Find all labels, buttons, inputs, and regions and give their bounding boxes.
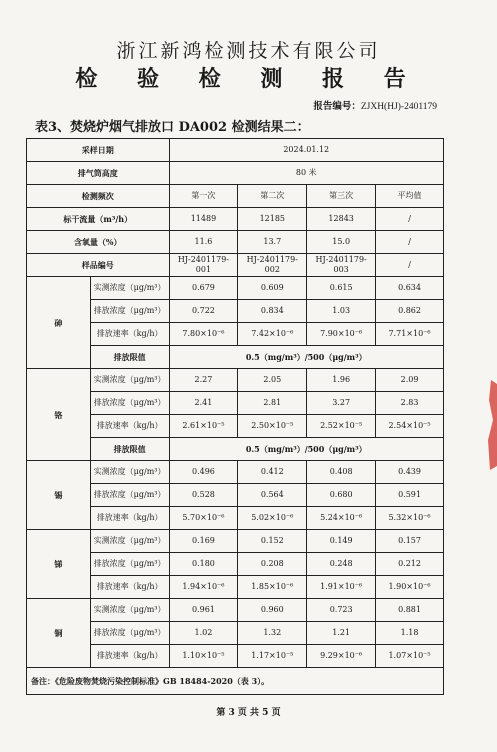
rate-value: 2.52×10⁻⁵ (307, 415, 376, 438)
red-stamp-edge (485, 380, 497, 470)
limit-label: 排放限值 (90, 346, 169, 369)
emission-value: 1.18 (376, 622, 444, 645)
report-number-label: 报告编号： (313, 101, 361, 112)
measured-value: 0.149 (307, 530, 376, 553)
emission-value: 0.564 (238, 484, 307, 507)
table-title: 表3、焚烧炉烟气排放口 DA002 检测结果二： (35, 120, 310, 135)
measured-value: 0.408 (307, 461, 376, 484)
rate-value: 2.50×10⁻⁵ (238, 415, 307, 438)
oxygen-label: 含氧量（%） (27, 231, 170, 254)
emission-value: 2.81 (238, 392, 307, 415)
rate-value: 7.42×10⁻⁶ (238, 323, 307, 346)
results-table (26, 138, 444, 695)
report-title: 检 验 检 测 报 告 (75, 66, 422, 92)
metal-name: 砷 (27, 277, 91, 369)
measured-label: 实测浓度（μg/m³） (90, 599, 169, 622)
rate-label: 排放速率（kg/h） (90, 415, 169, 438)
rate-value: 2.54×10⁻⁵ (376, 415, 444, 438)
emission-value: 0.212 (376, 553, 444, 576)
rate-label: 排放速率（kg/h） (90, 323, 169, 346)
measured-value: 2.05 (238, 369, 307, 392)
report-number (313, 98, 437, 112)
measured-row (27, 461, 444, 484)
metal-name: 锡 (27, 461, 91, 530)
rate-value: 7.90×10⁻⁶ (307, 323, 376, 346)
measured-value: 0.609 (238, 277, 307, 300)
emission-value: 0.591 (376, 484, 444, 507)
rate-label: 排放速率（kg/h） (90, 645, 169, 668)
oxygen-value: / (376, 231, 444, 254)
limit-value: 0.5（mg/m³）/500（μg/m³） (169, 438, 444, 461)
run-header: 第二次 (238, 185, 307, 208)
emission-value: 0.680 (307, 484, 376, 507)
measured-row (27, 530, 444, 553)
rate-value: 1.91×10⁻⁶ (307, 576, 376, 599)
stamp-mark (488, 380, 497, 470)
emission-value: 0.180 (169, 553, 238, 576)
measured-label: 实测浓度（μg/m³） (90, 369, 169, 392)
sample-date-row (27, 139, 444, 162)
emission-label: 排放浓度（μg/m³） (90, 392, 169, 415)
rate-value: 9.29×10⁻⁶ (307, 645, 376, 668)
sample-date-value: 2024.01.12 (169, 139, 444, 162)
sample-no-value: / (376, 254, 444, 277)
rate-value: 5.02×10⁻⁶ (238, 507, 307, 530)
stack-height-row (27, 162, 444, 185)
sample-no-row (27, 254, 444, 277)
measured-value: 0.634 (376, 277, 444, 300)
rate-value: 5.70×10⁻⁶ (169, 507, 238, 530)
measured-value: 0.960 (238, 599, 307, 622)
measured-value: 0.169 (169, 530, 238, 553)
sample-no-value: HJ-2401179-002 (238, 254, 307, 277)
measured-value: 2.27 (169, 369, 238, 392)
rate-label: 排放速率（kg/h） (90, 576, 169, 599)
emission-value: 3.27 (307, 392, 376, 415)
measured-value: 0.723 (307, 599, 376, 622)
measured-value: 0.439 (376, 461, 444, 484)
emission-value: 0.208 (238, 553, 307, 576)
measured-value: 0.961 (169, 599, 238, 622)
emission-value: 1.32 (238, 622, 307, 645)
metal-name: 铬 (27, 369, 91, 461)
rate-value: 7.71×10⁻⁶ (376, 323, 444, 346)
measured-value: 0.615 (307, 277, 376, 300)
frequency-row (27, 185, 444, 208)
oxygen-value: 15.0 (307, 231, 376, 254)
emission-label: 排放浓度（μg/m³） (90, 622, 169, 645)
measured-value: 0.412 (238, 461, 307, 484)
sample-date-label: 采样日期 (27, 139, 170, 162)
flow-value: 12185 (238, 208, 307, 231)
limit-label: 排放限值 (90, 438, 169, 461)
measured-value: 0.881 (376, 599, 444, 622)
emission-label: 排放浓度（μg/m³） (90, 553, 169, 576)
limit-value: 0.5（mg/m³）/500（μg/m³） (169, 346, 444, 369)
emission-value: 1.21 (307, 622, 376, 645)
stack-height-value: 80 米 (169, 162, 444, 185)
flow-label: 标干流量（m³/h） (27, 208, 170, 231)
note: 备注：《危险废物焚烧污染控制标准》GB 18484-2020（表 3）。 (27, 668, 444, 695)
measured-label: 实测浓度（μg/m³） (90, 461, 169, 484)
sample-no-value: HJ-2401179-003 (307, 254, 376, 277)
results-table-body (27, 139, 444, 695)
measured-row (27, 599, 444, 622)
oxygen-value: 13.7 (238, 231, 307, 254)
measured-value: 0.679 (169, 277, 238, 300)
rate-value: 1.94×10⁻⁶ (169, 576, 238, 599)
run-header: 平均值 (376, 185, 444, 208)
emission-label: 排放浓度（μg/m³） (90, 300, 169, 323)
emission-value: 0.834 (238, 300, 307, 323)
rate-value: 5.32×10⁻⁶ (376, 507, 444, 530)
rate-value: 5.24×10⁻⁶ (307, 507, 376, 530)
sample-no-value: HJ-2401179-001 (169, 254, 238, 277)
measured-value: 1.96 (307, 369, 376, 392)
emission-value: 1.03 (307, 300, 376, 323)
run-header: 第一次 (169, 185, 238, 208)
company-name: 浙江新鸿检测技术有限公司 (116, 40, 381, 62)
stack-height-label: 排气筒高度 (27, 162, 170, 185)
flow-row (27, 208, 444, 231)
run-header: 第三次 (307, 185, 376, 208)
emission-value: 0.528 (169, 484, 238, 507)
emission-value: 0.722 (169, 300, 238, 323)
metal-name: 锑 (27, 530, 91, 599)
emission-value: 2.41 (169, 392, 238, 415)
emission-value: 1.02 (169, 622, 238, 645)
measured-row (27, 277, 444, 300)
measured-value: 0.152 (238, 530, 307, 553)
oxygen-row (27, 231, 444, 254)
rate-value: 7.80×10⁻⁶ (169, 323, 238, 346)
oxygen-value: 11.6 (169, 231, 238, 254)
measured-value: 2.09 (376, 369, 444, 392)
rate-value: 2.61×10⁻⁵ (169, 415, 238, 438)
rate-value: 1.10×10⁻⁵ (169, 645, 238, 668)
emission-value: 2.83 (376, 392, 444, 415)
report-number-value: ZJXH(HJ)-2401179 (360, 102, 437, 112)
measured-label: 实测浓度（μg/m³） (90, 530, 169, 553)
flow-value: / (376, 208, 444, 231)
flow-value: 12843 (307, 208, 376, 231)
emission-value: 0.248 (307, 553, 376, 576)
frequency-label: 检测频次 (27, 185, 170, 208)
sample-no-label: 样品编号 (27, 254, 170, 277)
metal-name: 铜 (27, 599, 91, 668)
rate-value: 1.85×10⁻⁶ (238, 576, 307, 599)
rate-label: 排放速率（kg/h） (90, 507, 169, 530)
measured-label: 实测浓度（μg/m³） (90, 277, 169, 300)
flow-value: 11489 (169, 208, 238, 231)
measured-value: 0.496 (169, 461, 238, 484)
measured-value: 0.157 (376, 530, 444, 553)
note-row (27, 668, 444, 695)
page-number: 第 3 页 共 5 页 (216, 708, 281, 718)
rate-value: 1.17×10⁻⁵ (238, 645, 307, 668)
emission-value: 0.862 (376, 300, 444, 323)
measured-row (27, 369, 444, 392)
emission-label: 排放浓度（μg/m³） (90, 484, 169, 507)
rate-value: 1.90×10⁻⁶ (376, 576, 444, 599)
rate-value: 1.07×10⁻⁵ (376, 645, 444, 668)
